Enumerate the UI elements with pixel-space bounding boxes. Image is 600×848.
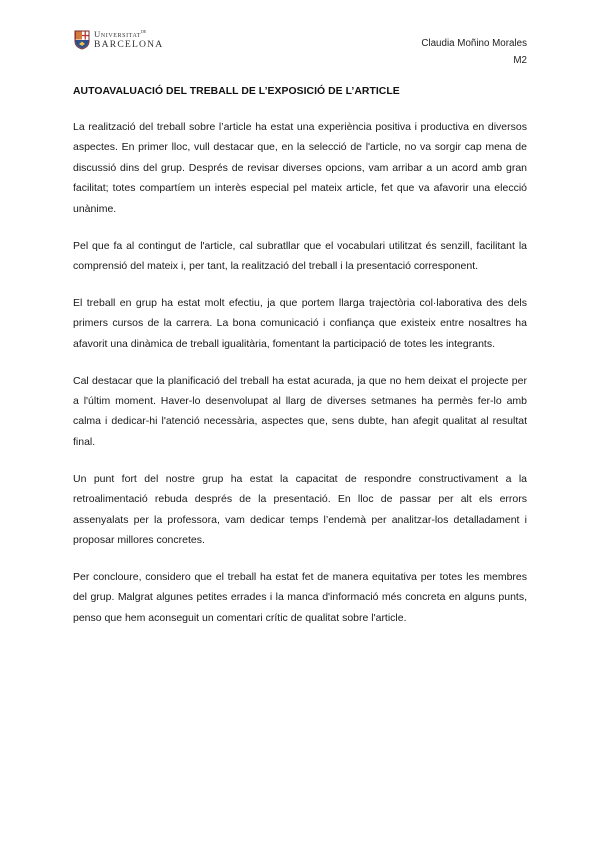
paragraph: El treball en grup ha estat molt efectiu, ja que portem llarga trajectòria col·laborativa des dels primers cursos de la carrera. La bona comunicació i confiança que existeix entre nosaltres ha afavorit una dinàmica de treball igualitària, fomentant la participació de totes les integrants. [73,296,527,350]
paragraph: La realització del treball sobre l’article ha estat una experiència positiva i productiva en diversos aspectes. En primer lloc, vull destacar que, en la selecció de l'article, no va sorgir cap mena de discussió dins del grup. Després de revisar diverses opcions, vam arribar a un acord amb gran facilitat; totes compartíem un interès especial pel mateix article, fet que va afavorir una elecció unànime. [73,121,527,215]
group-label: M2 [513,55,527,66]
logo-line1-sup: de [141,30,147,36]
logo-line2: BARCELONA [94,39,164,50]
university-logo [74,29,174,51]
paragraph: Un punt fort del nostre grup ha estat la capacitat de respondre constructivament a la retroalimentació rebuda després de la presentació. En lloc de passar per alt els errors assenyalats per la professora, vam dedicar temps l’endemà per analitzar-los detalladament i proposar millores concretes. [73,472,527,546]
paragraph: Pel que fa al contingut de l'article, cal subratllar que el vocabulari utilitzat és senzill, facilitant la comprensió del mateix i, per tant, la realització del treball i la presentació corresponent. [73,239,527,272]
paragraph: Per concloure, considero que el treball ha estat fet de manera equitativa per totes les membres del grup. Malgrat algunes petites errades i la manca d'informació més concreta en alguns punts, penso que hem aconseguit un comentari crític de qualitat sobre l'article. [73,570,527,624]
paragraph: Cal destacar que la planificació del treball ha estat acurada, ja que no hem deixat el projecte per a l'últim moment. Haver-lo desenvolupat al llarg de diverses setmanes ha permès fer-lo amb calma i dedicar-hi l'atenció necessària, aspectes que, sens dubte, han afegit qualitat al resultat final. [73,374,527,448]
logo-line1: Universitat$^{de}$ [94,29,147,40]
document-body [73,117,527,645]
author-name: Claudia Moñino Morales [421,38,527,49]
document-title: AUTOAVALUACIÓ DEL TREBALL DE L’EXPOSICIÓ DE L’ARTICLE [73,86,400,97]
university-wordmark [94,30,163,49]
university-crest-icon [74,30,90,50]
